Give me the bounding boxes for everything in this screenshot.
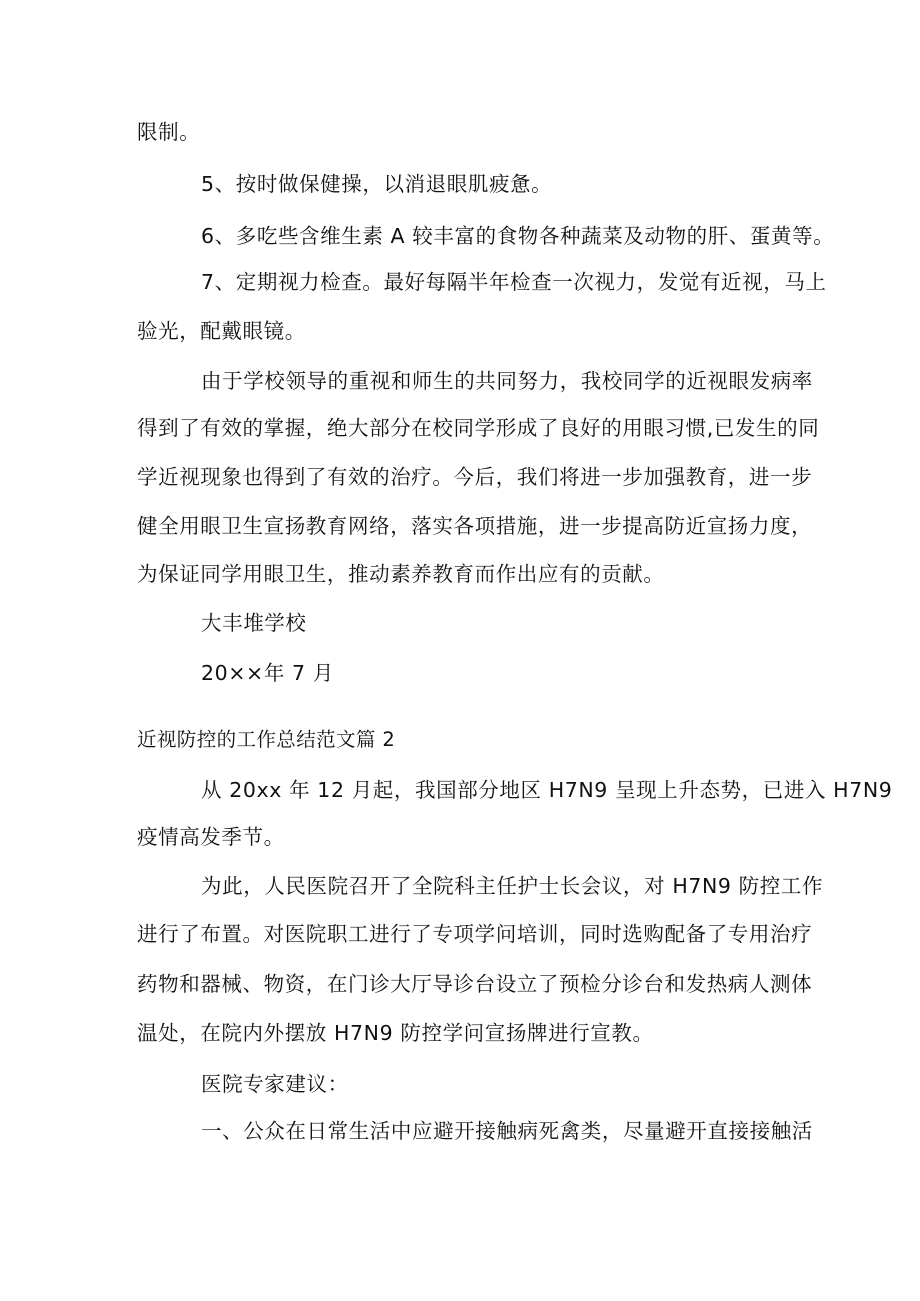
paragraph-line: 药物和器械、物资，在门诊大厅导诊台设立了预检分诊台和发热病人测体 [137,972,813,996]
paragraph-line: 疫情高发季节。 [137,825,285,849]
paragraph-line: 健全用眼卫生宣扬教育网络，落实各项措施，进一步提高防近宣扬力度， [137,514,813,538]
list-item-7: 7、定期视力检查。最好每隔半年检查一次视力，发觉有近视，马上 [201,270,827,294]
list-item-5: 5、按时做保健操，以消退眼肌疲惫。 [201,172,553,196]
paragraph-line: 温处，在院内外摆放 H7N9 防控学问宣扬牌进行宣教。 [137,1021,654,1045]
paragraph-line: 由于学校领导的重视和师生的共同努力，我校同学的近视眼发病率 [201,369,813,393]
paragraph-line: 得到了有效的掌握，绝大部分在校同学形成了良好的用眼习惯,已发生的同 [137,416,820,440]
paragraph-line: 进行了布置。对医院职工进行了专项学问培训，同时选购配备了专用治疗 [137,922,813,946]
paragraph-line: 从 20xx 年 12 月起，我国部分地区 H7N9 呈现上升态势，已进入 H7N9 [201,778,893,802]
paragraph-line: 为此，人民医院召开了全院科主任护士长会议，对 H7N9 防控工作 [201,874,824,898]
paragraph-line: 为保证同学用眼卫生，推动素养教育而作出应有的贡献。 [137,562,665,586]
paragraph-line: 限制。 [137,120,201,144]
paragraph-line: 一、公众在日常生活中应避开接触病死禽类，尽量避开直接接触活 [201,1119,813,1143]
paragraph-line: 学近视现象也得到了有效的治疗。今后，我们将进一步加强教育，进一步 [137,465,813,489]
signature-date: 20××年 7 月 [201,661,334,685]
paragraph-line: 验光，配戴眼镜。 [137,319,306,343]
section-heading: 近视防控的工作总结范文篇 2 [137,728,396,751]
list-item-6: 6、多吃些含维生素 A 较丰富的食物各种蔬菜及动物的肝、蛋黄等。 [201,224,835,248]
paragraph-line: 医院专家建议： [201,1072,349,1096]
signature-school: 大丰堆学校 [201,611,307,635]
